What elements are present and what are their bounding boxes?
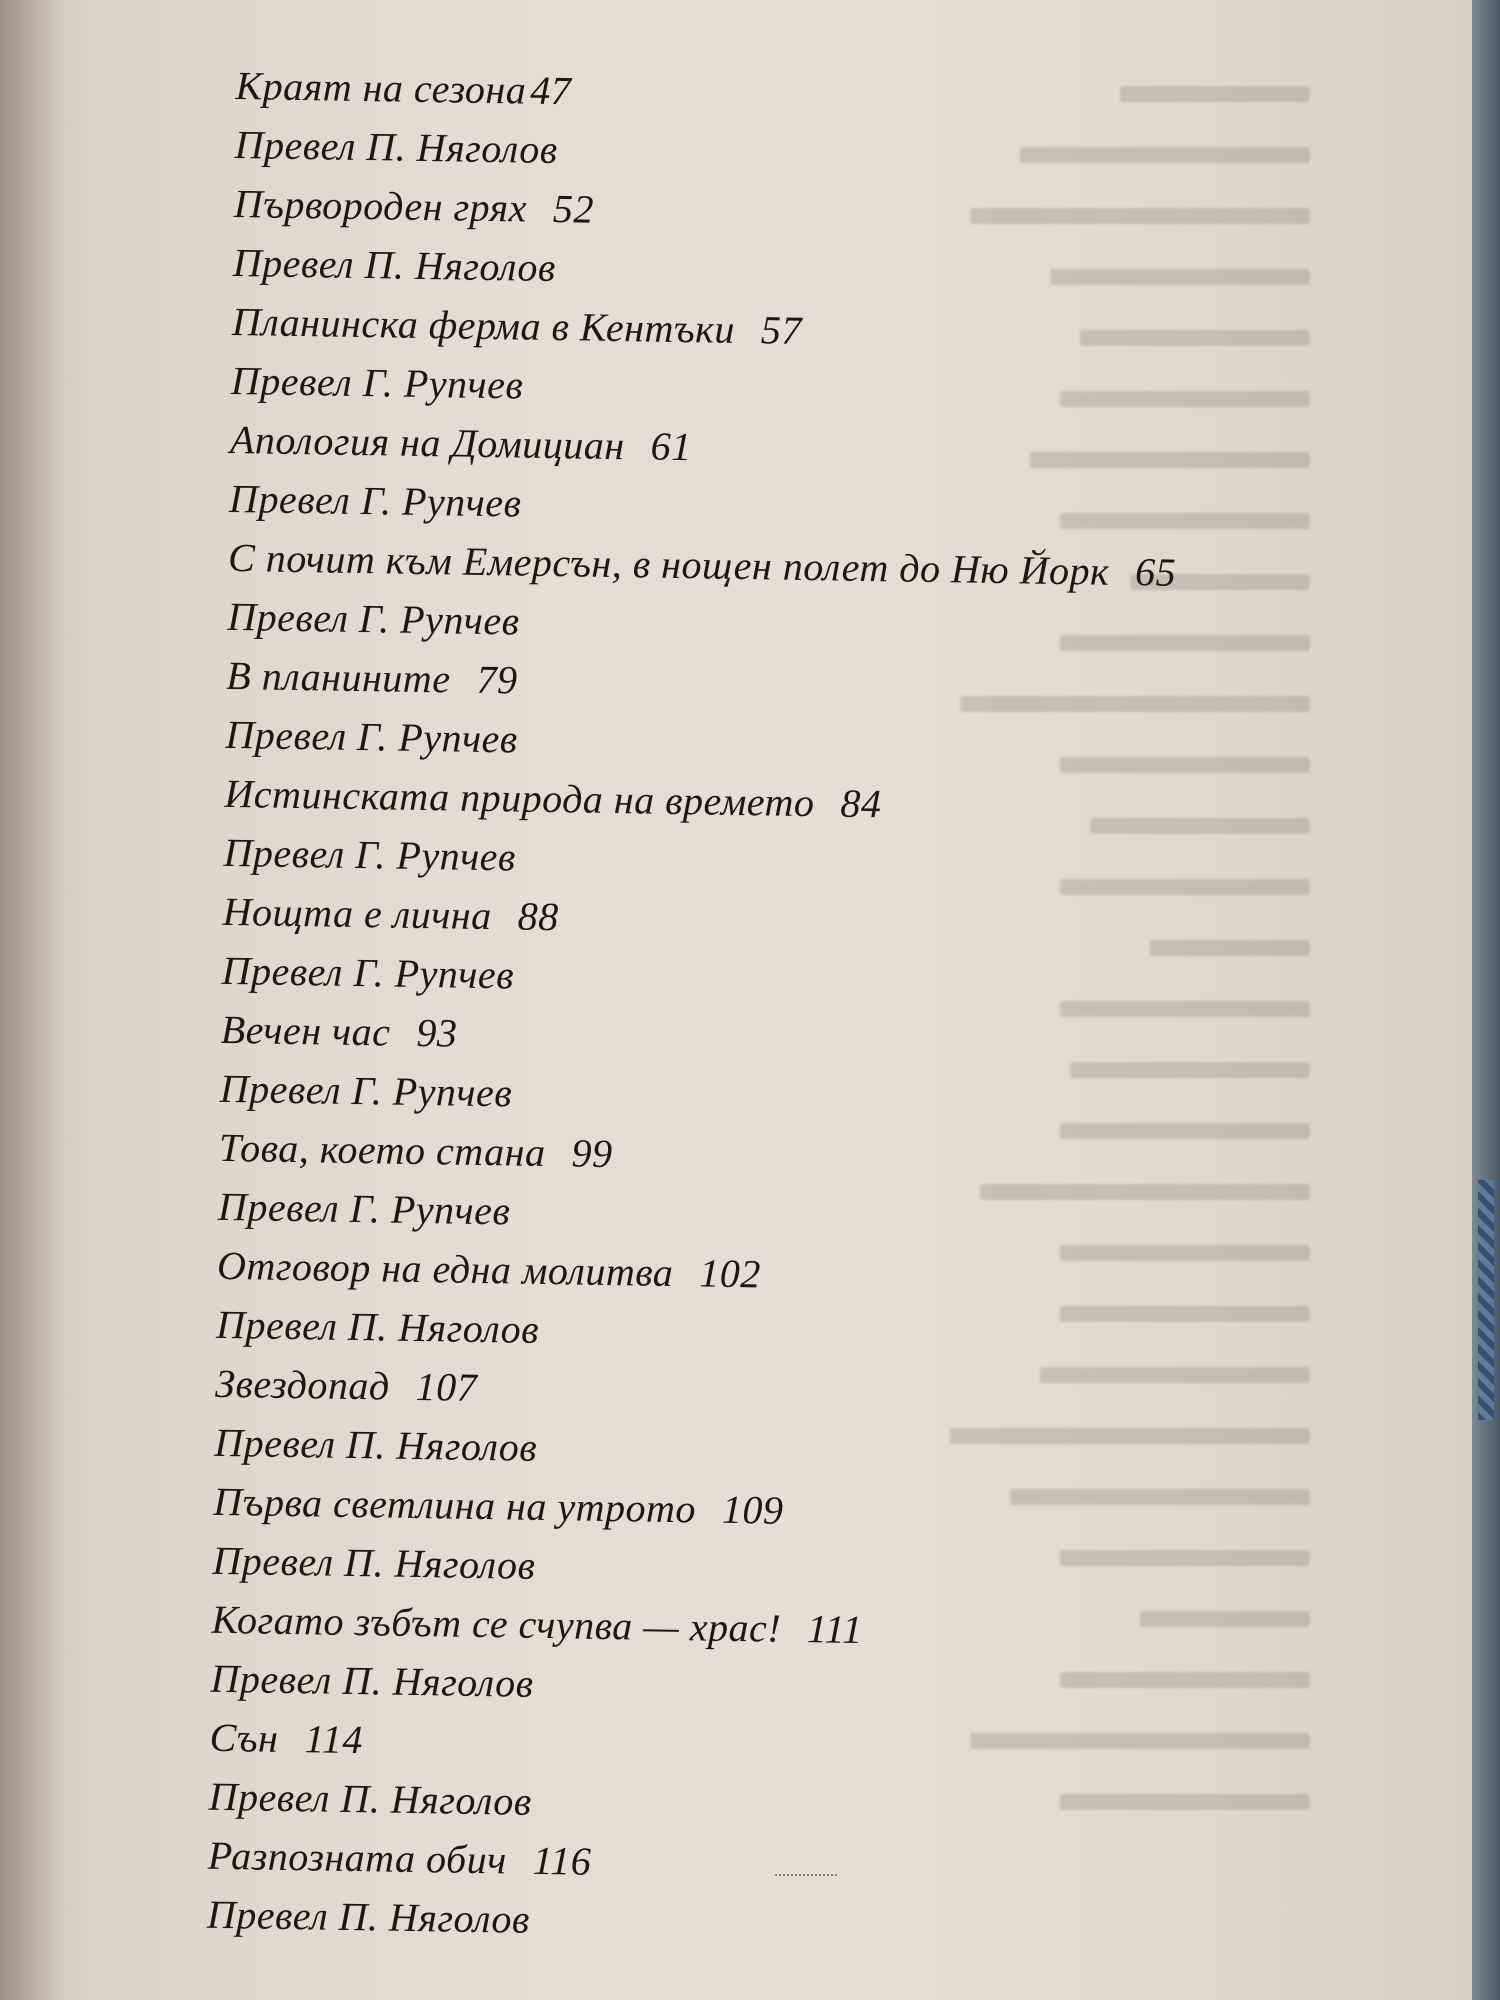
translator-credit: Превел Г. Рупчев (230, 357, 524, 408)
translator-credit: Превел П. Няголов (212, 1537, 536, 1588)
toc-entry-title (215, 1360, 478, 1411)
toc-entry-title (220, 1006, 457, 1057)
entry-title: Разпозната обич (207, 1832, 508, 1883)
spine-shadow (0, 0, 60, 2000)
toc-entry-title (217, 1242, 762, 1298)
translator-credit: Превел П. Няголов (210, 1655, 534, 1706)
entry-title: Това, което стана (218, 1124, 546, 1175)
entry-page-number: 109 (721, 1486, 784, 1533)
toc-entry-translator (221, 947, 514, 999)
translator-credit: Превел Г. Рупчев (221, 947, 515, 998)
toc-entry-title (207, 1832, 591, 1885)
toc-entry-title (235, 62, 571, 114)
translator-credit: Превел Г. Рупчев (226, 593, 520, 644)
translator-credit: Превел Г. Рупчев (225, 711, 519, 762)
entry-page-number: 79 (476, 656, 518, 703)
toc-entry-translator (232, 239, 556, 291)
translator-credit: Превел П. Няголов (208, 1773, 533, 1824)
table-of-contents (206, 62, 1436, 1971)
toc-entry-translator (218, 1183, 511, 1235)
dotted-mark (775, 1874, 837, 1876)
translator-credit: Превел П. Няголов (206, 1891, 531, 1942)
toc-entry-title (224, 770, 882, 827)
toc-entry-title (211, 1596, 863, 1653)
page-edge (1472, 0, 1500, 2000)
toc-entry-translator (225, 711, 518, 763)
entry-page-number: 99 (571, 1130, 613, 1177)
entry-page-number: 57 (760, 307, 803, 353)
entry-page-number: 93 (416, 1009, 458, 1056)
entry-title: Отговор на една молитва (216, 1242, 674, 1296)
entry-page-number: 65 (1134, 549, 1177, 595)
toc-entry-translator (223, 829, 516, 881)
entry-page-number: 61 (650, 423, 693, 470)
toc-entry-translator (214, 1419, 538, 1471)
toc-entry-title (222, 888, 559, 940)
entry-page-number: 52 (552, 185, 595, 232)
toc-entry-translator (212, 1537, 536, 1589)
toc-entry-title (209, 1714, 363, 1763)
translator-credit: Превел П. Няголов (234, 121, 559, 173)
toc-entry-title (228, 534, 1177, 596)
toc-entry-translator (208, 1773, 532, 1825)
toc-entry-title (232, 298, 803, 354)
entry-title: Нощта е лична (222, 888, 493, 939)
toc-entry-translator (210, 1655, 534, 1707)
toc-entry-translator (234, 121, 558, 173)
entry-title: В планините (226, 652, 451, 702)
toc-entry-translator (231, 357, 524, 409)
toc-entry-title (219, 1124, 613, 1177)
entry-page-number: 102 (699, 1250, 762, 1297)
toc-entry-title (213, 1478, 784, 1534)
entry-title: Вечен час (220, 1006, 391, 1055)
entry-page-number: 84 (840, 780, 882, 827)
entry-title: Истинската природа на времето (224, 770, 815, 826)
translator-credit: Превел П. Няголов (215, 1301, 540, 1352)
entry-page-number: 111 (806, 1606, 864, 1653)
toc-entry-translator (207, 1891, 531, 1943)
entry-page-number: 47 (530, 67, 572, 114)
entry-page-number: 116 (532, 1837, 592, 1884)
entry-title: Първороден грях (233, 180, 528, 231)
entry-page-number: 114 (304, 1716, 364, 1763)
toc-entry-translator (229, 475, 522, 527)
toc-entry-translator (227, 593, 520, 645)
translator-credit: Превел П. Няголов (213, 1419, 538, 1470)
toc-entry-translator (216, 1301, 540, 1353)
toc-entry-title (226, 652, 518, 704)
entry-title: Краят на сезона (235, 62, 527, 113)
translator-credit: Превел Г. Рупчев (223, 829, 517, 880)
entry-title: Звездопад (214, 1360, 391, 1409)
toc-entry-translator (220, 1065, 513, 1117)
translator-credit: Превел Г. Рупчев (219, 1065, 513, 1116)
toc-entry-title (233, 180, 594, 233)
entry-title: Първа светлина на утрото (213, 1478, 697, 1532)
entry-title: Когато зъбът се счупва — храс! (211, 1596, 782, 1651)
entry-page-number: 107 (415, 1363, 478, 1410)
translator-credit: Превел П. Няголов (232, 239, 557, 291)
translator-credit: Превел Г. Рупчев (228, 475, 522, 526)
entry-title: С почит към Емерсън, в нощен полет до Ню Йорк (227, 534, 1110, 594)
toc-entry-title (230, 416, 692, 470)
entry-page-number: 88 (517, 893, 560, 940)
entry-title: Апология на Домициан (229, 416, 626, 469)
entry-title: Планинска ферма в Кентъки (231, 298, 736, 352)
translator-credit: Превел Г. Рупчев (217, 1183, 511, 1234)
entry-title: Сън (209, 1714, 279, 1761)
